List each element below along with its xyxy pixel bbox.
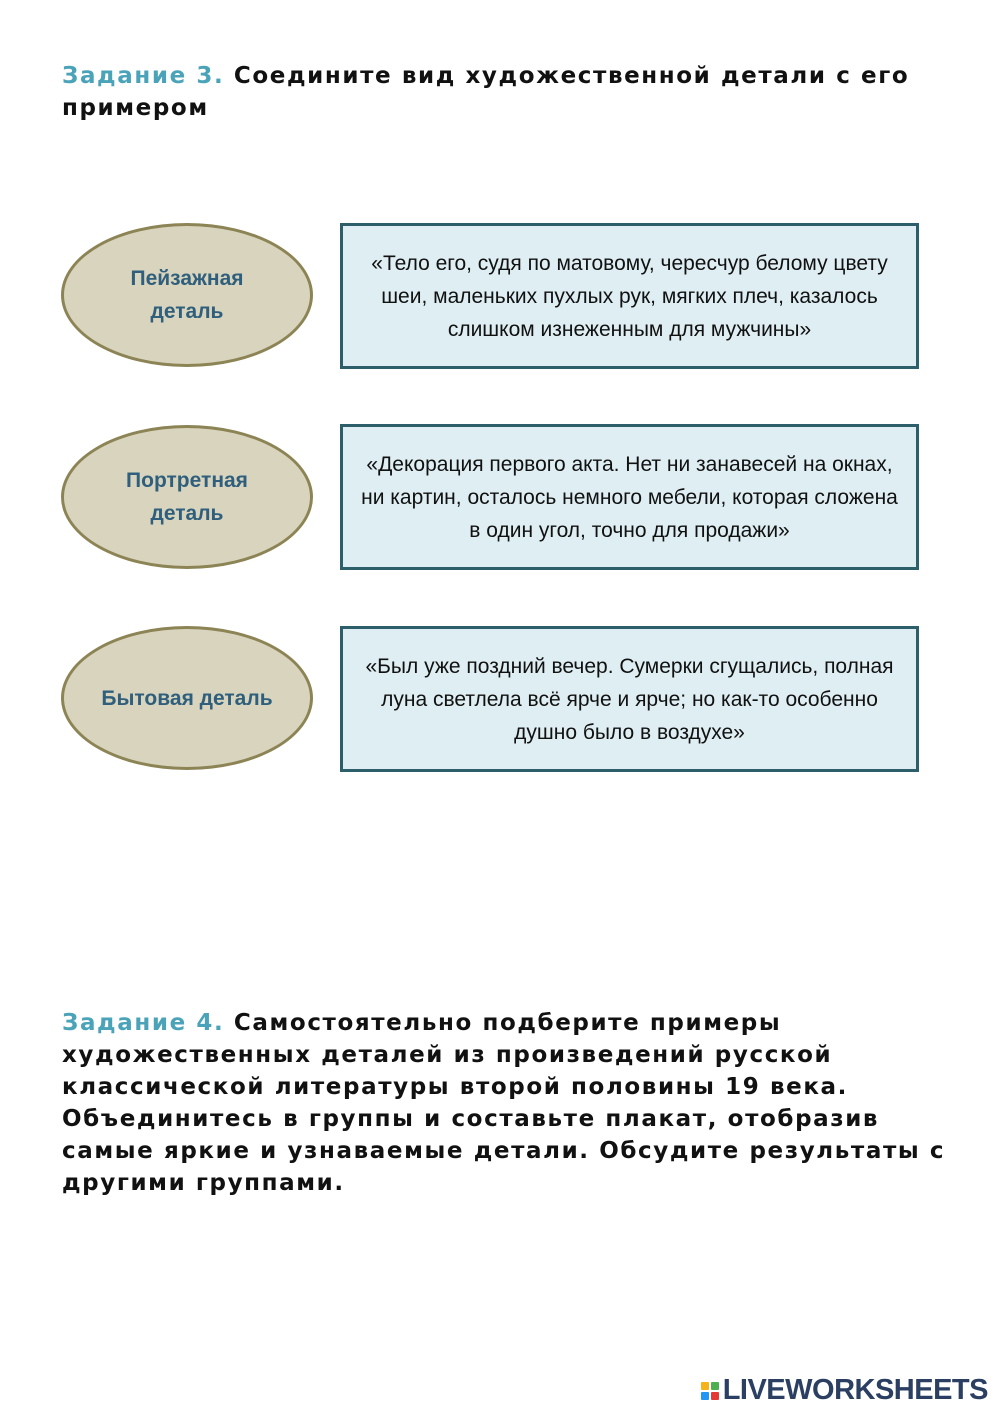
task-4-text: Самостоятельно подберите примеры художественных деталей из произведений русской классической литературы второй половины 19 века. Объединитесь в группы и составьте плакат, отобразив самые яркие и узнаваемые детали. Обсудите результаты с другими группами.: [62, 1010, 946, 1196]
example-box-3[interactable]: [340, 626, 919, 772]
logo-square-3: [701, 1392, 709, 1400]
example-text: «Декорация первого акта. Нет ни занавесей на окнах, ни картин, осталось немного мебели, которая сложена в один угол, точно для продажи»: [361, 452, 898, 542]
task-3-heading: [62, 60, 922, 124]
task-4-heading: [62, 1007, 962, 1199]
logo-square-1: [701, 1382, 709, 1390]
liveworksheets-logo: [701, 1374, 988, 1407]
detail-type-label: Пейзажная деталь: [130, 267, 244, 323]
example-box-2[interactable]: [340, 424, 919, 570]
detail-type-label: Портретная деталь: [126, 469, 248, 525]
liveworksheets-logo-icon: [701, 1382, 719, 1400]
detail-type-portrait[interactable]: [61, 425, 313, 569]
detail-type-landscape[interactable]: [61, 223, 313, 367]
example-box-1[interactable]: [340, 223, 919, 369]
example-text: «Тело его, судя по матовому, чересчур белому цвету шеи, маленьких пухлых рук, мягких плеч, казалось слишком изнеженным для мужчины»: [371, 251, 888, 341]
logo-square-4: [711, 1392, 719, 1400]
detail-type-household[interactable]: [61, 626, 313, 770]
task-3-number: Задание 3.: [62, 63, 225, 89]
example-text: «Был уже поздний вечер. Сумерки сгущались, полная луна светлела всё ярче и ярче; но как-то особенно душно было в воздухе»: [365, 654, 894, 744]
task-3-text: Соедините вид художественной детали с его примером: [62, 63, 910, 121]
logo-square-2: [711, 1382, 719, 1390]
logo-text: LIVEWORKSHEETS: [722, 1374, 988, 1406]
task-4-number: Задание 4.: [62, 1010, 225, 1036]
detail-type-label: Бытовая деталь: [101, 686, 273, 710]
